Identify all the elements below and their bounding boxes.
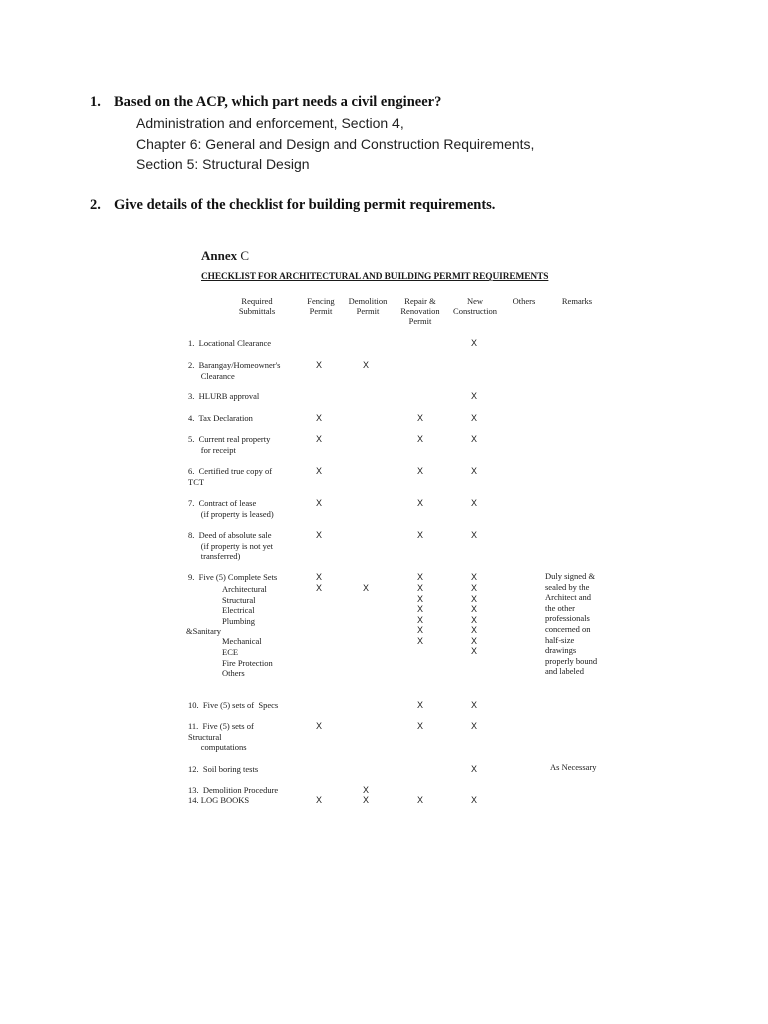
check-mark: X xyxy=(316,795,323,805)
check-mark: X xyxy=(471,700,478,710)
annex-label: Annex xyxy=(201,248,238,263)
check-mark: X xyxy=(417,721,424,731)
question-2-number: 2. xyxy=(90,197,101,213)
question-1-text: Based on the ACP, which part needs a civil engineer? xyxy=(114,94,442,110)
check-mark: X xyxy=(316,466,323,476)
check-mark: X xyxy=(417,466,424,476)
answer-line-2: Chapter 6: General and Design and Construction Requirements, xyxy=(136,136,535,152)
check-mark: X xyxy=(316,498,323,508)
check-mark: X xyxy=(316,583,323,593)
check-mark: X xyxy=(417,625,424,635)
check-mark: X xyxy=(471,572,478,582)
header-required-submittals: Required Submittals xyxy=(238,296,276,316)
annex-letter: C xyxy=(240,248,250,263)
check-mark: X xyxy=(471,413,478,423)
check-mark: X xyxy=(363,785,370,795)
check-mark: X xyxy=(363,360,370,370)
check-mark: X xyxy=(471,498,478,508)
item-11: 11. Five (5) sets of Structural computations xyxy=(188,721,254,752)
check-mark: X xyxy=(316,721,323,731)
header-demolition-permit: Demolition Permit xyxy=(348,296,388,316)
item-14: 14. LOG BOOKS xyxy=(188,795,250,805)
answer-line-3: Section 5: Structural Design xyxy=(136,156,310,172)
check-mark: X xyxy=(471,795,478,805)
item-10: 10. Five (5) sets of Specs xyxy=(188,700,279,710)
check-mark: X xyxy=(471,530,478,540)
check-mark: X xyxy=(417,795,424,805)
header-repair-renovation-permit: Repair & Renovation Permit xyxy=(400,296,440,326)
check-mark: X xyxy=(471,646,478,656)
item-13: 13. Demolition Procedure xyxy=(188,785,279,795)
check-mark: X xyxy=(316,572,323,582)
sub-item-architectural: Architectural xyxy=(222,584,267,594)
check-mark: X xyxy=(471,615,478,625)
check-mark: X xyxy=(417,636,424,646)
checklist-title: CHECKLIST FOR ARCHITECTURAL AND BUILDING PERMIT REQUIREMENTS xyxy=(201,272,549,282)
check-mark: X xyxy=(471,625,478,635)
check-mark: X xyxy=(363,795,370,805)
check-mark: X xyxy=(471,338,478,348)
item-3: 3. HLURB approval xyxy=(188,391,260,401)
answer-line-1: Administration and enforcement, Section 4, xyxy=(136,115,404,131)
header-fencing-permit: Fencing Permit xyxy=(307,296,335,316)
sub-item-plumbing: Plumbing xyxy=(222,616,256,626)
check-mark: X xyxy=(471,583,478,593)
check-mark: X xyxy=(471,636,478,646)
sub-item-structural: Structural xyxy=(222,595,256,605)
check-mark: X xyxy=(417,413,424,423)
check-mark: X xyxy=(471,721,478,731)
check-mark: X xyxy=(417,615,424,625)
check-mark: X xyxy=(316,413,323,423)
sub-item-mechanical: Mechanical xyxy=(222,636,262,646)
check-mark: X xyxy=(316,360,323,370)
check-mark: X xyxy=(417,530,424,540)
check-mark: X xyxy=(417,583,424,593)
check-mark: X xyxy=(471,434,478,444)
header-remarks: Remarks xyxy=(561,296,593,306)
check-mark: X xyxy=(417,572,424,582)
check-mark: X xyxy=(471,594,478,604)
sub-item-electrical: Electrical xyxy=(222,605,255,615)
item-9: 9. Five (5) Complete Sets xyxy=(188,572,278,582)
header-others: Others xyxy=(512,296,536,306)
check-mark: X xyxy=(471,466,478,476)
item-12: 12. Soil boring tests xyxy=(188,764,259,774)
annex-heading xyxy=(201,248,249,264)
sub-item-sanitary: &Sanitary xyxy=(186,626,221,636)
header-new-construction: New Construction xyxy=(453,296,497,316)
check-mark: X xyxy=(417,498,424,508)
sub-item-fire-protection: Fire Protection xyxy=(222,658,273,668)
item-4: 4. Tax Declaration xyxy=(188,413,253,423)
item-1: 1. Locational Clearance xyxy=(188,338,272,348)
sub-item-ece: ECE xyxy=(222,647,239,657)
check-mark: X xyxy=(417,594,424,604)
remark-row-12: As Necessary xyxy=(550,762,597,772)
check-mark: X xyxy=(316,434,323,444)
remark-row-9: Duly signed & sealed by the Architect and the other professionals concerned on half-size drawings properly bound and labeled xyxy=(545,571,598,677)
check-mark: X xyxy=(417,434,424,444)
check-mark: X xyxy=(316,530,323,540)
check-mark: X xyxy=(417,604,424,614)
check-mark: X xyxy=(471,764,478,774)
sub-item-others: Others xyxy=(222,668,245,678)
check-mark: X xyxy=(471,604,478,614)
item-5: 5. Current real property for receipt xyxy=(188,434,271,455)
item-2: 2. Barangay/Homeowner's Clearance xyxy=(188,360,281,381)
item-7: 7. Contract of lease (if property is leased) xyxy=(188,498,274,519)
question-1-number: 1. xyxy=(90,94,101,110)
item-8: 8. Deed of absolute sale (if property is not yet transferred) xyxy=(188,530,273,561)
check-mark: X xyxy=(417,700,424,710)
check-mark: X xyxy=(471,391,478,401)
item-6: 6. Certified true copy of TCT xyxy=(188,466,273,487)
question-2-text: Give details of the checklist for building permit requirements. xyxy=(114,197,496,213)
check-mark: X xyxy=(363,583,370,593)
